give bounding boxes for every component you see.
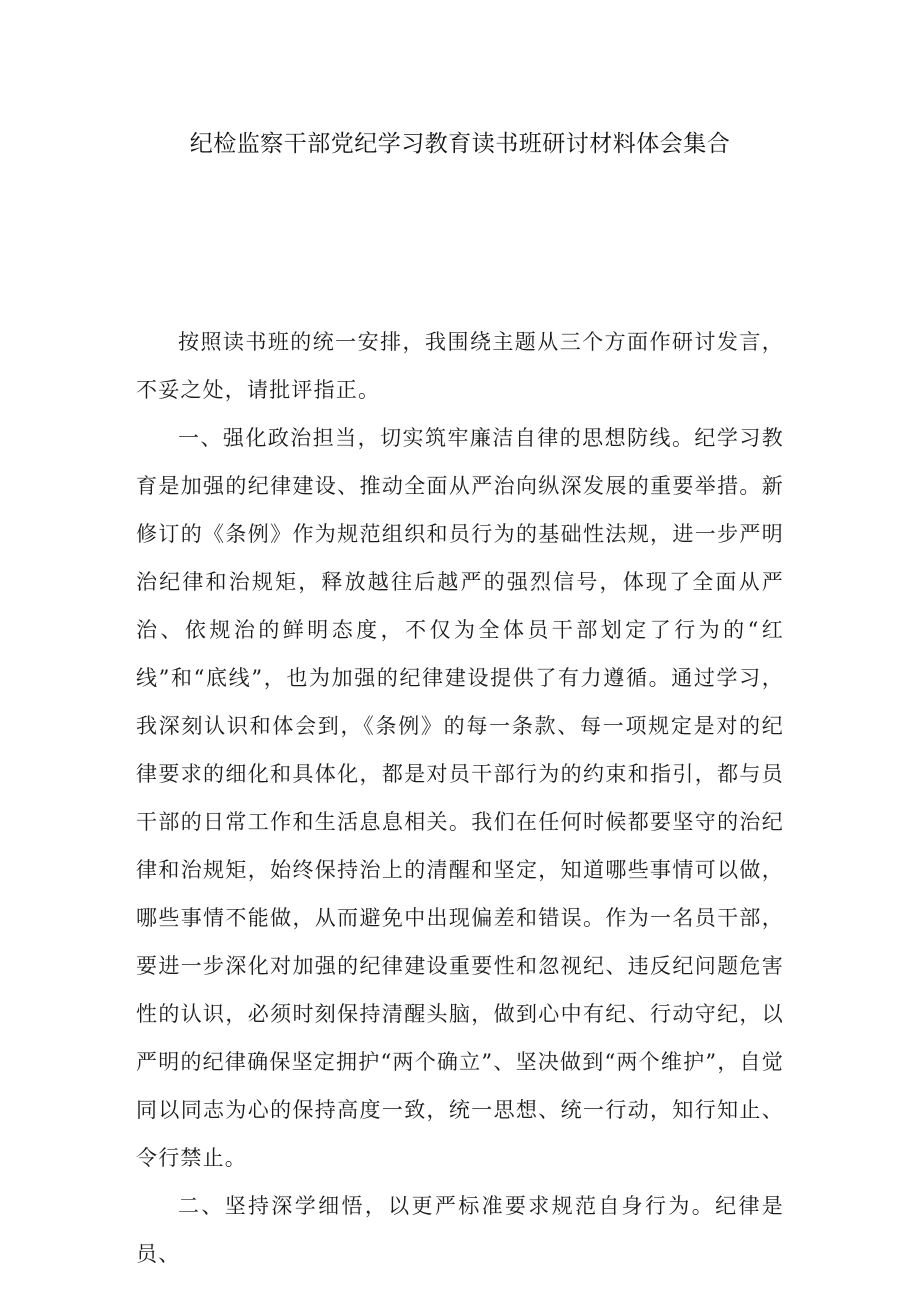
document-title: 纪检监察干部党纪学习教育读书班研讨材料体会集合 bbox=[189, 131, 731, 157]
paragraph-intro: 按照读书班的统一安排，我围绕主题从三个方面作研讨发言，不妥之处，请批评指正。 bbox=[136, 330, 784, 402]
paragraph-section-one: 一、强化政治担当，切实筑牢廉洁自律的思想防线。纪学习教育是加强的纪律建设、推动全面从严治向纵深发展的重要举措。新修订的《条例》作为规范组织和员行为的基础性法规，进一步严明治纪律和治规矩，释放越往后越严的强烈信号，体现了全面从严治、依规治的鲜明态度，不仅为全体员干部划定了行为的“红线”和“底线”，也为加强的纪律建设提供了有力遵循。通过学习，我深刻认识和体会到，《条例》的每一条款、每一项规定是对的纪律要求的细化和具体化，都是对员干部行为的约束和指引，都与员干部的日常工作和生活息息相关。我们在任何时候都要坚守的治纪律和治规矩，始终保持治上的清醒和坚定，知道哪些事情可以做，哪些事情不能做，从而避免中出现偏差和错误。作为一名员干部，要进一步深化对加强的纪律建设重要性和忽视纪、违反纪问题危害性的认识，必须时刻保持清醒头脑，做到心中有纪、行动守纪，以严明的纪律确保坚定拥护“两个确立”、坚决做到“两个维护”，自觉同以同志为心的保持高度一致，统一思想、统一行动，知行知止、令行禁止。 bbox=[136, 426, 784, 1170]
document-body bbox=[136, 318, 784, 1278]
paragraph-section-two: 二、坚持深学细悟，以更严标准要求规范自身行为。纪律是员、 bbox=[136, 1194, 784, 1266]
